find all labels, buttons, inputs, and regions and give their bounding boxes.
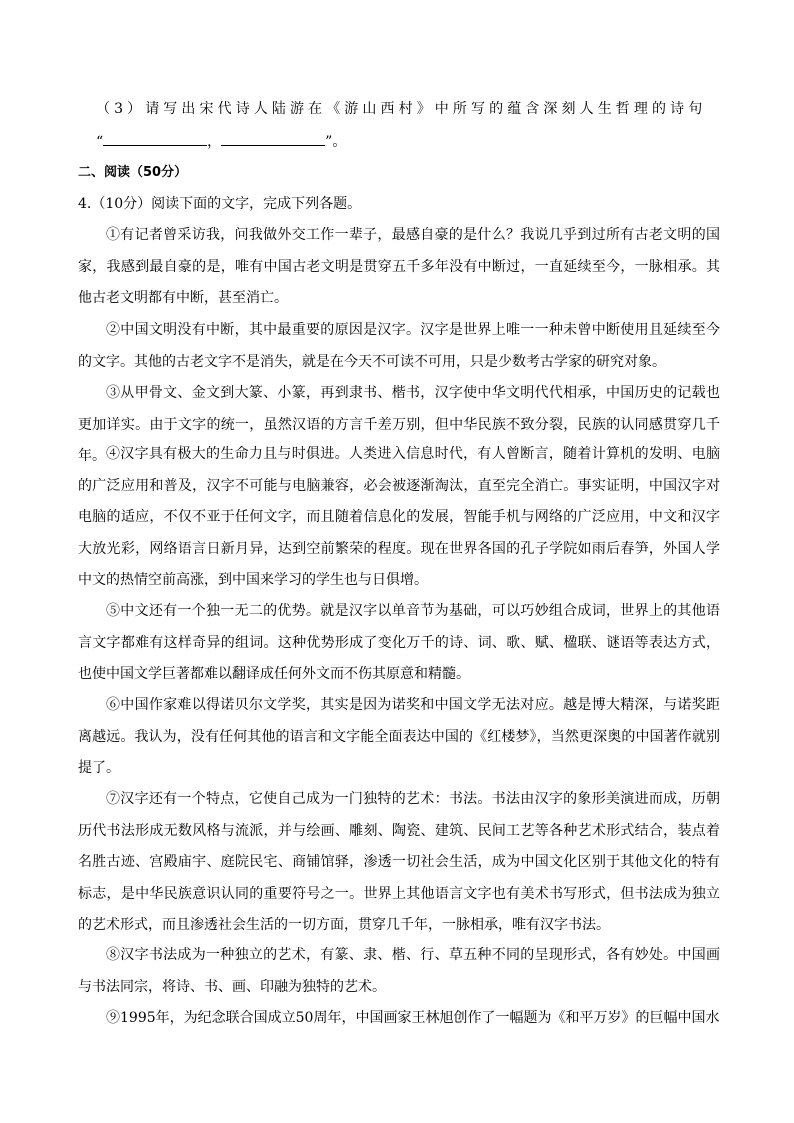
paragraph-4: ④汉字具有极大的生命力且与时俱进。人类进入信息时代，有人曾断言，随着计算机的发明、电脑的广泛应用和普及，汉字不可能与电脑兼容，必会被逐渐淘汰，直至完全消亡。事实证明，中国汉字对电脑的适应，不仅不亚于任何文字，而且随着信息化的发展，智能手机与网络的广泛应用，中文和汉字大放光彩，网络语言日新月异，达到空前繁荣的程度。现在世界各国的孔子学院如雨后春笋，外国人学中文的热情空前高涨，到中国来学习的学生也与日俱增。: [78, 446, 720, 588]
paragraph-9: ⑨1995年，为纪念联合国成立50周年，中国画家王林旭创作了一幅题为《和平万岁》的巨幅中国水: [106, 1010, 720, 1026]
question-3-answer-line: [96, 131, 736, 152]
answer-blank-1[interactable]: [103, 131, 207, 146]
paragraph-7: ⑦汉字还有一个特点，它使自己成为一门独特的艺术：书法。书法由汉字的象形美演进而成，历朝历代书法形成无数风格与流派，并与绘画、雕刻、陶瓷、建筑、民间工艺等各种艺术形式结合，装点着名胜古迹、宫殿庙宇、庭院民宅、商铺馆驿，渗透一切社会生活，成为中国文化区别于其他文化的特有标志，是中华民族意识认同的重要符号之一。世界上其他语言文字也有美术书写形式，但书法成为独立的艺术形式，而且渗透社会生活的一切方面，贯穿几千年，一脉相承，唯有汉字书法。: [78, 791, 720, 933]
paragraph-6: ⑥中国作家难以得诺贝尔文学奖，其实是因为诺奖和中国文学无法对应。越是博大精深，与诺奖距离越远。我认为，没有任何其他的语言和文字能全面表达中国的《红楼梦》，当然更深奥的中国著作就别提了。: [78, 697, 720, 776]
question-4-intro: 4.（10分）阅读下面的文字，完成下列各题。: [78, 196, 362, 212]
close-quote: ”。: [325, 134, 347, 150]
paragraph-3: ③从甲骨文、金文到大篆、小篆，再到隶书、楷书，汉字使中华文明代代相承，中国历史的记载也更加详实。由于文字的统一，虽然汉语的方言千差万别，但中华民族不致分裂，民族的认同感贯穿几千年。: [78, 385, 720, 464]
comma: ，: [207, 134, 222, 150]
question-3-prompt: （3）请写出宋代诗人陆游在《游山西村》中所写的蕴含深刻人生哲理的诗句: [96, 101, 707, 117]
paragraph-5: ⑤中文还有一个独一无二的优势。就是汉字以单音节为基础，可以巧妙组合成词，世界上的其他语言文字都难有这样奇异的组词。这种优势形成了变化万千的诗、词、歌、赋、楹联、谜语等表达方式，也使中国文学巨著都难以翻译成任何外文而不伤其原意和精髓。: [78, 603, 720, 682]
section-2-title: 二、阅读（50分）: [78, 165, 188, 180]
answer-blank-2[interactable]: [221, 131, 325, 146]
paragraph-1: ①有记者曾采访我，问我做外交工作一辈子，最感自豪的是什么？我说几乎到过所有古老文明的国家，我感到最自豪的是，唯有中国古老文明是贯穿五千多年没有中断过，一直延续至今，一脉相承。其他古老文明都有中断，甚至消亡。: [78, 227, 720, 306]
paragraph-2: ②中国文明没有中断，其中最重要的原因是汉字。汉字是世界上唯一一种未曾中断使用且延续至今的文字。其他的古老文字不是消失，就是在今天不可读不可用，只是少数考古学家的研究对象。: [78, 322, 720, 370]
open-quote: “: [96, 134, 104, 150]
paragraph-8: ⑧汉字书法成为一种独立的艺术，有篆、隶、楷、行、草五种不同的呈现形式，各有妙处。中国画与书法同宗，将诗、书、画、印融为独特的艺术。: [78, 947, 720, 995]
